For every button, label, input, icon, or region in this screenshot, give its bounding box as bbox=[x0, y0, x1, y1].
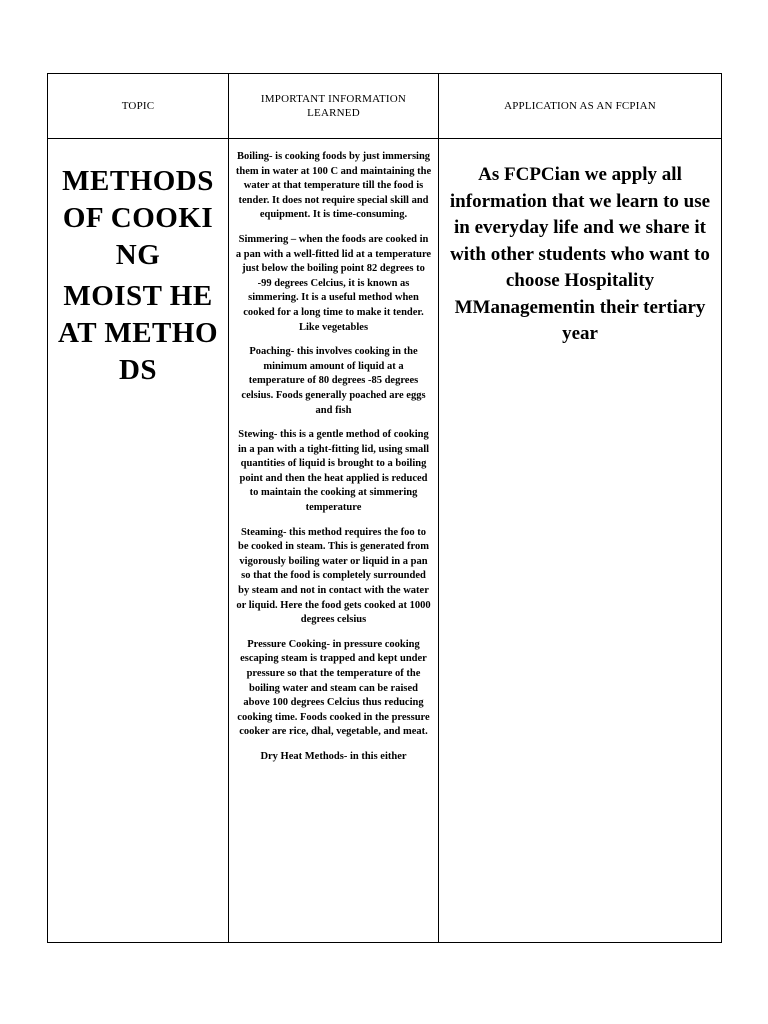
header-application bbox=[439, 74, 722, 139]
info-paragraph-steaming: Steaming- this method requires the foo to be cooked in steam. This is generated from vigorously boiling water or liquid in a pan so that the food is completely surrounded by steam and not in contact with the water or liquid. Here the food gets cooked at 1000 degrees celsius bbox=[236, 526, 431, 626]
info-paragraph-poaching: Poaching- this involves cooking in the minimum amount of liquid at a temperature of 80 degrees -85 degrees celsius. Foods generally poached are eggs and fish bbox=[241, 346, 426, 416]
info-paragraph-stewing: Stewing- this is a gentle method of cooking in a pan with a tight-fitting lid, using small quantities of liquid is brought to a boiling point and then the heat applied is reduced to maintain the cooking at simmering temperature bbox=[237, 429, 430, 514]
topic-cell bbox=[48, 139, 229, 943]
info-cell bbox=[229, 139, 439, 943]
info-paragraph-pressure-cooking: Pressure Cooking- in pressure cooking escaping steam is trapped and kept under pressure so that the temperature of the boiling water and steam can be raised above 100 degrees Celcius thus reducing cooking time. Foods cooked in the pressure cooker are rice, dhal, vegetable, and meat. bbox=[237, 638, 430, 738]
info-paragraph-simmering: Simmering – when the foods are cooked in a pan with a well-fitted lid at a temperature just below the boiling point 82 degrees to -99 degrees Celcius, it is known as simmering. It is a useful method when cooked for a long time to make it tender. Like vegetables bbox=[235, 233, 432, 333]
application-cell bbox=[439, 139, 722, 943]
topic-title: METHODS OF COOKING bbox=[62, 165, 214, 271]
header-topic bbox=[48, 74, 229, 139]
info-paragraph-dry-heat: Dry Heat Methods- in this either bbox=[260, 750, 407, 762]
info-paragraph-boiling: Boiling- is cooking foods by just immersing them in water at 100 C and maintaining the water at that temperature till the food is tender. It does not require special skill and equipment. It is time-consuming. bbox=[235, 151, 432, 221]
table-body-row bbox=[48, 139, 722, 943]
header-topic-label: TOPIC bbox=[121, 100, 155, 112]
header-info-label: IMPORTANT INFORMATION LEARNED bbox=[260, 93, 407, 119]
application-text: As FCPCian we apply all information that we learn to use in everyday life and we share it with other students who want to choose Hospitality MManagementin their tertiary year bbox=[449, 164, 711, 344]
table-header-row bbox=[48, 74, 722, 139]
topic-subtitle: MOIST HEAT METHODS bbox=[57, 280, 219, 386]
document-table bbox=[47, 73, 722, 943]
header-application-label: APPLICATION AS AN FCPIAN bbox=[504, 100, 656, 112]
header-info bbox=[229, 74, 439, 139]
